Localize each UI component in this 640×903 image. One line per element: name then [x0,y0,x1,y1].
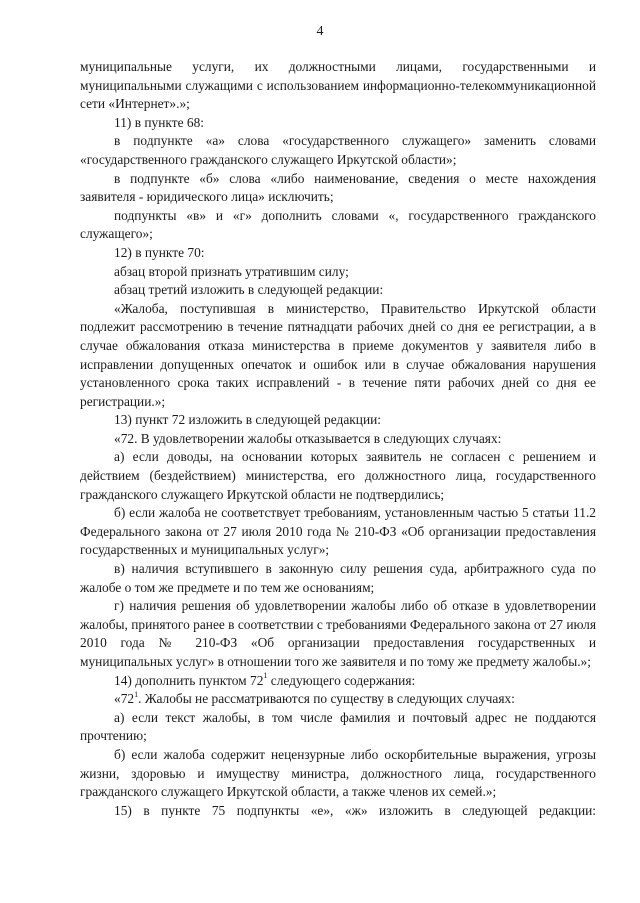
paragraph-text: 14) дополнить пунктом 72 [114,672,264,688]
paragraph [80,746,596,802]
paragraph [80,114,596,133]
paragraph [80,170,596,207]
paragraph [80,263,596,282]
paragraph [80,207,596,244]
paragraph-text: б) если жалоба не соответствует требованиям, установленным частью 5 статьи 11.2 Федерального закона от 27 июля 2010 года № 210-ФЗ «Об организации предоставления государственных и муниципальных услуг»; [80,505,596,558]
paragraph-text: подпункты «в» и «г» дополнить словами «, государственного гражданского служащего»; [80,207,596,242]
paragraph [80,300,596,412]
paragraph [80,132,596,169]
paragraph-text-tail: . Жалобы не рассматриваются по существу в следующих случаях: [138,691,515,707]
paragraph [80,504,596,560]
paragraph [80,281,596,300]
paragraph [80,411,596,430]
superscript: 1 [263,671,268,681]
paragraph-text-tail: следующего содержания: [267,672,416,688]
paragraph-text: б) если жалоба содержит нецензурные либо оскорбительные выражения, угрозы жизни, здоровью и имуществу министра, должностного лица, государственного гражданского служащего Иркутской области, а также членов их семей.»; [80,746,596,800]
paragraph-text: 15) в пункте 75 подпункты «е», «ж» изложить в следующей редакции: [114,802,596,818]
paragraph-text: в подпункте «б» слова «либо наименование, сведения о месте нахождения заявителя - юридического лица» исключить; [80,170,596,205]
paragraph-text: 13) пункт 72 изложить в следующей редакции: [114,412,382,428]
paragraph [80,690,596,709]
paragraph [80,448,596,504]
superscript: 1 [134,689,139,699]
paragraph [80,597,596,671]
paragraph [80,709,596,746]
paragraph-text: «72. В удовлетворении жалобы отказывается в следующих случаях: [114,430,502,446]
paragraph [80,244,596,263]
paragraph-text: абзац второй признать утратившим силу; [114,263,349,279]
paragraph-text: 11) в пункте 68: [114,114,204,130]
paragraph [80,58,596,114]
paragraph-text: «Жалоба, поступившая в министерство, Правительство Иркутской области подлежит рассмотрению в течение пятнадцати рабочих дней со дня ее регистрации, а в случае обжалования отказа министерства в приеме документов у заявителя либо в исправлении допущенных опечаток и ошибок или в случае обжалования нарушения установленного срока таких исправлений - в течение пяти рабочих дней со дня ее регистрации.»; [80,300,596,409]
paragraph [80,560,596,597]
page-number: 4 [316,24,324,39]
document-body [80,58,596,820]
paragraph-text: г) наличия решения об удовлетворении жалобы либо об отказе в удовлетворении жалобы, принятого ранее в соответствии с требованиями Федерального закона от 27 июля 2010 года № 210-ФЗ «Об организации предоставления государственных и муниципальных услуг» в отношении того же заявителя и по тому же предмету жалобы.»; [80,598,596,669]
paragraph [80,430,596,449]
paragraph-text: 12) в пункте 70: [114,244,205,260]
paragraph-text: муниципальные услуги, их должностными лицами, государственными и муниципальными служащими с использованием информационно-телекоммуникационной сети «Интернет».»; [80,59,596,112]
paragraph-text: а) если текст жалобы, в том числе фамилия и почтовый адрес не поддаются прочтению; [80,709,596,744]
paragraph-text: в) наличия вступившего в законную силу решения суда, арбитражного суда по жалобе о том же предмете и по тем же основаниям; [80,561,596,595]
paragraph-text: «72 [114,691,135,707]
paragraph [80,802,596,821]
paragraph [80,672,596,691]
paragraph-text: в подпункте «а» слова «государственного служащего» заменить словами «государственного гражданского служащего Иркутской области»; [80,133,596,167]
paragraph-text: абзац третий изложить в следующей редакции: [114,282,384,298]
paragraph-text: а) если доводы, на основании которых заявитель не согласен с решением и действием (бездействием) министерства, его должностного лица, государственного гражданского служащего Иркутской области не подтвердились; [80,449,596,502]
